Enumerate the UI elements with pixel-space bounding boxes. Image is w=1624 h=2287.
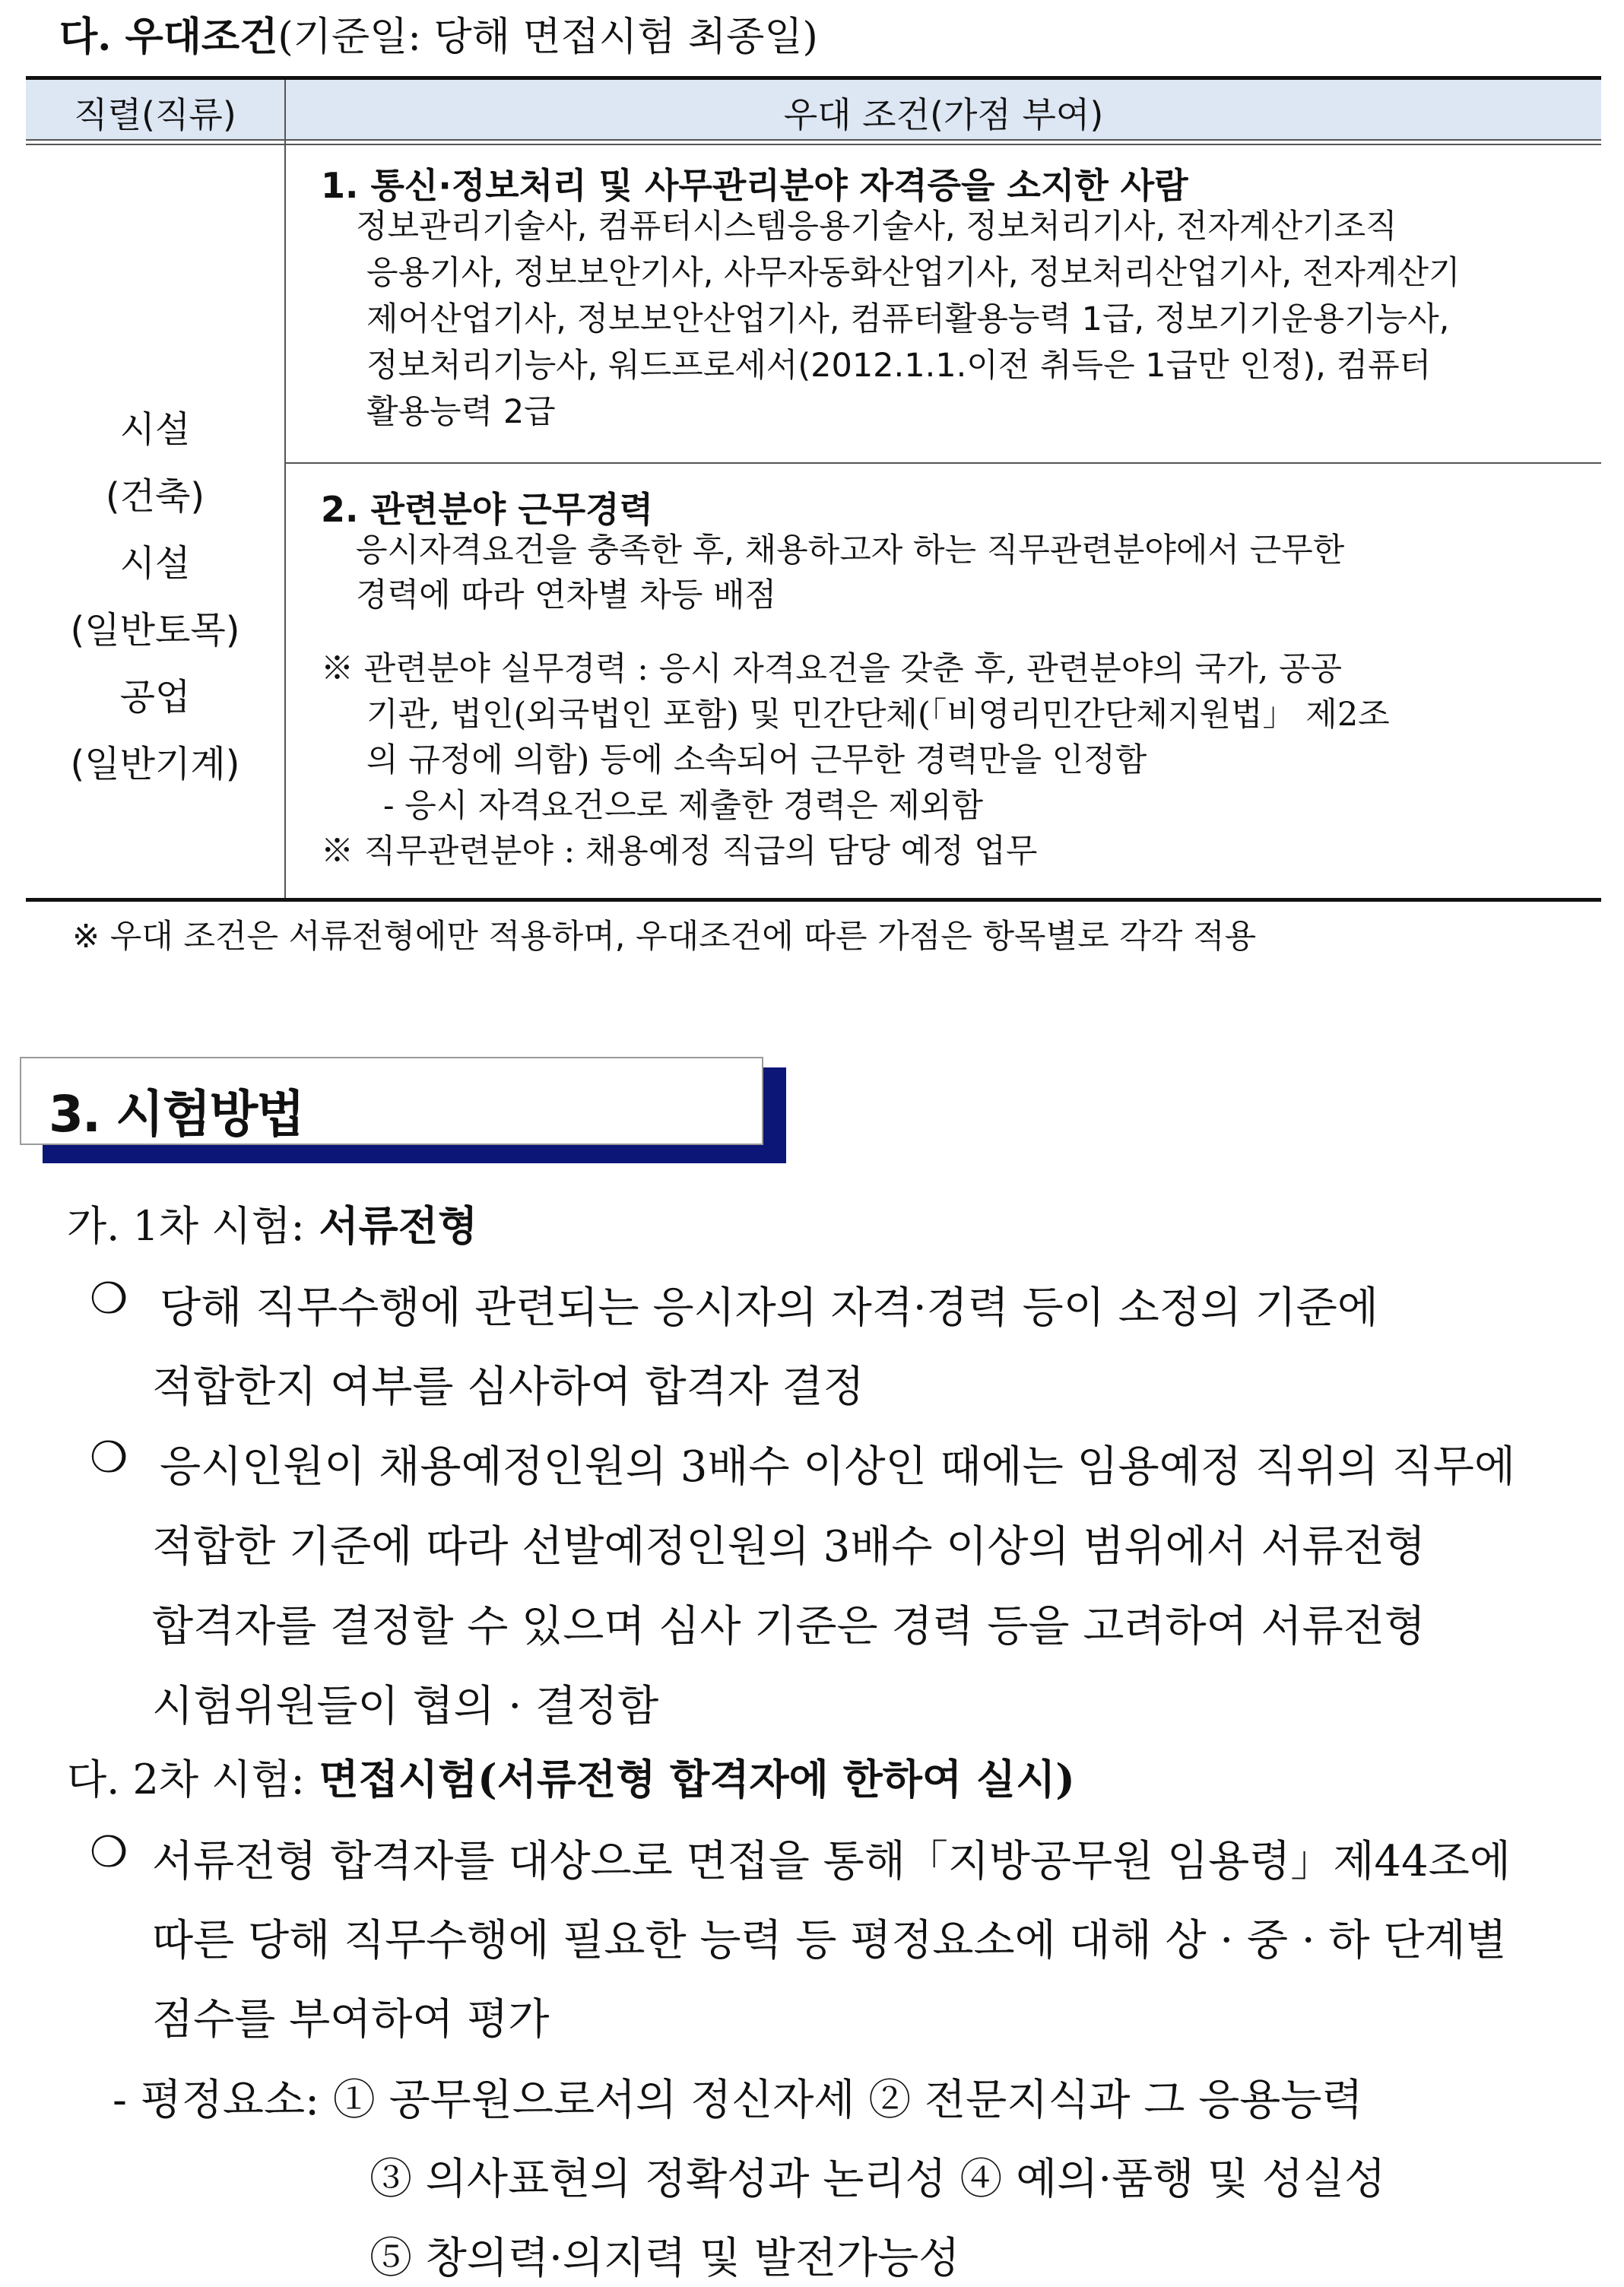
second-exam-type: 면접시험(서류전형 합격자에 한하여 실시) (304, 1755, 1075, 1803)
evaluation-criteria-line: - 평정요소: ① 공무원으로서의 정신자세 ② 전문지식과 그 응용능력 (113, 2076, 1363, 2125)
item1-line: 응용기사, 정보보안기사, 사무자동화산업기사, 정보처리산업기사, 전자계산기 (366, 254, 1461, 292)
item1-line: 활용능력 2급 (366, 393, 556, 431)
item2-line: 응시자격요건을 충족한 후, 채용하고자 하는 직무관련분야에서 근무한 (356, 531, 1345, 569)
header-bottom-rule (26, 139, 1601, 141)
table-header-row (26, 80, 1601, 139)
evaluation-criteria-line: ③ 의사표현의 정확성과 논리성 ④ 예의·품행 및 성실성 (370, 2155, 1386, 2204)
second-exam-bullet1-line: 따른 당해 직무수행에 필요한 능력 등 평정요소에 대해 상 · 중 · 하 단계별 (152, 1916, 1507, 1965)
item1-line: 정보처리기능사, 워드프로세서(2012.1.1.이전 취득은 1급만 인정), 컴퓨터 (366, 347, 1432, 385)
table-footnote: ※ 우대 조건은 서류전형에만 적용하며, 우대조건에 따른 가점은 항목별로 각각 적용 (72, 918, 1257, 956)
grade-line: (일반기계) (70, 743, 240, 785)
table-bottom-rule (26, 898, 1601, 902)
first-exam-bullet2-line: 적합한 기준에 따라 선발예정인원의 3배수 이상의 범위에서 서류전형 (152, 1522, 1426, 1572)
section-da-heading (59, 5, 818, 62)
bullet-icon: ❍ (90, 1274, 128, 1324)
section-da-lead: 다. 우대조건 (59, 14, 278, 60)
second-exam-heading (67, 1747, 1075, 1806)
first-exam-heading (67, 1194, 477, 1252)
grade-line: 공업 (119, 676, 191, 718)
first-exam-bullet1-line: 적합한지 여부를 심사하여 합격자 결정 (152, 1362, 864, 1412)
item2-note: 의 규정에 의함) 등에 소속되어 근무한 경력만을 인정함 (366, 741, 1147, 779)
first-exam-bullet1-line: 당해 직무수행에 관련되는 응시자의 자격·경력 등이 소정의 기준에 (160, 1283, 1378, 1333)
item2-note: ※ 직무관련분야 : 채용예정 직급의 담당 예정 업무 (321, 833, 1038, 871)
header-preference-conditions: 우대 조건(가점 부여) (783, 94, 1104, 135)
first-exam-bullet2-line: 합격자를 결정할 수 있으며 심사 기준은 경력 등을 고려하여 서류전형 (152, 1602, 1426, 1651)
second-exam-bullet1-line: 서류전형 합격자를 대상으로 면접을 통해「지방공무원 임용령」제44조에 (152, 1837, 1511, 1886)
column-divider (284, 80, 286, 902)
item-separator (286, 462, 1601, 464)
bullet-icon: ❍ (90, 1828, 128, 1877)
section3-title: 3. 시험방법 (49, 1085, 303, 1144)
section-da-rest: (기준일: 당해 면접시험 최종일) (278, 14, 818, 60)
grade-line: (건축) (105, 475, 205, 518)
second-exam-bullet1-line: 점수를 부여하여 평가 (152, 1995, 550, 2044)
first-exam-bullet2-line: 응시인원이 채용예정인원의 3배수 이상인 때에는 임용예정 직위의 직무에 (160, 1442, 1516, 1492)
header-job-series: 직렬(직류) (74, 94, 236, 135)
item2-line: 경력에 따라 연차별 차등 배점 (356, 576, 777, 614)
preference-table (26, 76, 1601, 902)
header-double-rule (26, 144, 1601, 145)
grade-line: (일반토목) (70, 609, 240, 652)
item2-note: ※ 관련분야 실무경력 : 응시 자격요건을 갖춘 후, 관련분야의 국가, 공공 (321, 650, 1343, 688)
grade-line: 시설 (119, 408, 191, 451)
item1-line: 제어산업기사, 정보보안산업기사, 컴퓨터활용능력 1급, 정보기기운용기능사, (366, 300, 1450, 338)
first-exam-bullet2-line: 시험위원들이 협의 · 결정함 (152, 1682, 659, 1731)
second-exam-lead: 다. 2차 시험: (67, 1756, 305, 1803)
evaluation-criteria-line: ⑤ 창의력·의지력 및 발전가능성 (370, 2234, 960, 2283)
grade-line: 시설 (119, 542, 191, 585)
grade-cell (26, 149, 284, 902)
bullet-icon: ❍ (90, 1433, 128, 1483)
first-exam-type: 서류전형 (304, 1201, 478, 1250)
item1-line: 정보관리기술사, 컴퓨터시스템응용기술사, 정보처리기사, 전자계산기조직 (356, 208, 1397, 246)
item1-title: 1. 통신·정보처리 및 사무관리분야 자격증을 소지한 사람 (321, 165, 1188, 206)
item2-note: 기관, 법인(외국법인 포함) 및 민간단체(「비영리민간단체지원법」 제2조 (366, 696, 1390, 734)
item2-note: - 응시 자격요건으로 제출한 경력은 제외함 (383, 787, 984, 825)
first-exam-lead: 가. 1차 시험: (67, 1202, 305, 1250)
item2-title: 2. 관련분야 근무경력 (321, 489, 653, 530)
